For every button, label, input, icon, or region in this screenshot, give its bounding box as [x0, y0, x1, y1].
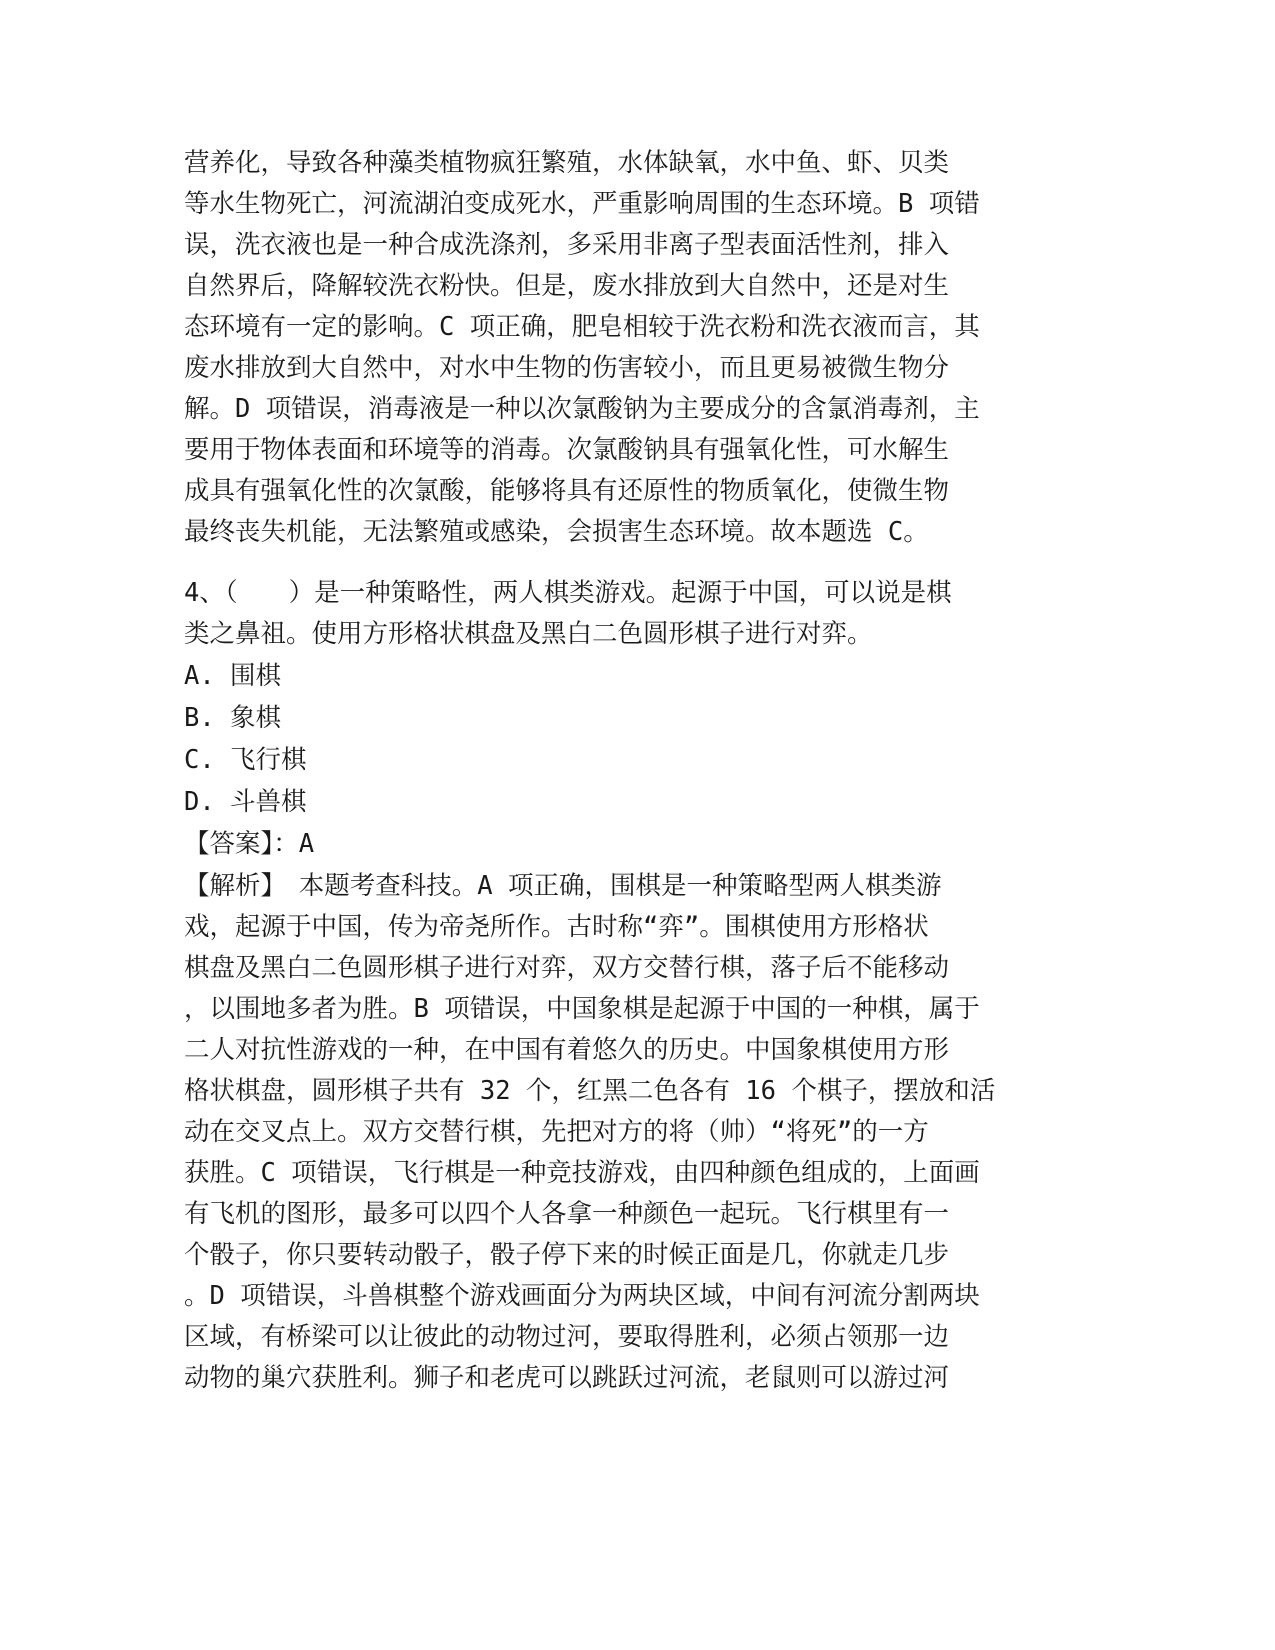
- question-stem-line: 类之鼻祖。使用方形格状棋盘及黑白二色圆形棋子进行对弈。: [184, 619, 873, 649]
- text-line: 成具有强氧化性的次氯酸，能够将具有还原性的物质氧化，使微生物: [184, 476, 950, 506]
- text-line: 解。D 项错误，消毒液是一种以次氯酸钠为主要成分的含氯消毒剂，主: [184, 394, 980, 424]
- analysis-line: 动在交叉点上。双方交替行棋，先把对方的将（帅）“将死”的一方: [184, 1117, 929, 1147]
- text-line: 最终丧失机能，无法繁殖或感染，会损害生态环境。故本题选 C。: [184, 517, 929, 547]
- analysis-line: 动物的巢穴获胜利。狮子和老虎可以跳跃过河流，老鼠则可以游过河: [184, 1363, 950, 1393]
- analysis-line: 棋盘及黑白二色圆形棋子进行对弈，双方交替行棋，落子后不能移动: [184, 953, 950, 983]
- text-line: 废水排放到大自然中，对水中生物的伤害较小，而且更易被微生物分: [184, 353, 950, 383]
- option-a: A. 围棋: [184, 661, 282, 691]
- analysis-line: 个骰子，你只要转动骰子，骰子停下来的时候正面是几，你就走几步: [184, 1240, 950, 1270]
- answer-line: 【答案】：A: [184, 829, 315, 859]
- text-line: 态环境有一定的影响。C 项正确，肥皂相较于洗衣粉和洗衣液而言，其: [184, 312, 980, 342]
- analysis-line: 。D 项错误，斗兽棋整个游戏画面分为两块区域，中间有河流分割两块: [184, 1281, 980, 1311]
- analysis-line: 有飞机的图形，最多可以四个人各拿一种颜色一起玩。飞行棋里有一: [184, 1199, 950, 1229]
- text-line: 等水生物死亡，河流湖泊变成死水，严重影响周围的生态环境。B 项错: [184, 189, 980, 219]
- text-line: 自然界后，降解较洗衣粉快。但是，废水排放到大自然中，还是对生: [184, 271, 950, 301]
- analysis-line: 区域，有桥梁可以让彼此的动物过河，要取得胜利，必须占领那一边: [184, 1322, 950, 1352]
- analysis-line: 二人对抗性游戏的一种，在中国有着悠久的历史。中国象棋使用方形: [184, 1035, 950, 1065]
- text-line: 要用于物体表面和环境等的消毒。次氯酸钠具有强氧化性，可水解生: [184, 435, 950, 465]
- option-d: D. 斗兽棋: [184, 787, 307, 817]
- analysis-line: 戏，起源于中国，传为帝尧所作。古时称“弈”。围棋使用方形格状: [184, 912, 929, 942]
- analysis-line: 格状棋盘，圆形棋子共有 32 个，红黑二色各有 16 个棋子，摆放和活: [184, 1076, 996, 1106]
- text-line: 营养化，导致各种藻类植物疯狂繁殖，水体缺氧，水中鱼、虾、贝类: [184, 148, 950, 178]
- option-c: C. 飞行棋: [184, 745, 307, 775]
- text-line: 误，洗衣液也是一种合成洗涤剂，多采用非离子型表面活性剂，排入: [184, 230, 950, 260]
- analysis-line: ，以围地多者为胜。B 项错误，中国象棋是起源于中国的一种棋，属于: [184, 994, 980, 1024]
- question-stem-line: 4、（ ）是一种策略性，两人棋类游戏。起源于中国，可以说是棋: [184, 578, 952, 608]
- option-b: B. 象棋: [184, 703, 282, 733]
- analysis-line: 获胜。C 项错误，飞行棋是一种竞技游戏，由四种颜色组成的，上面画: [184, 1158, 980, 1188]
- analysis-line: 【解析】 本题考查科技。A 项正确，围棋是一种策略型两人棋类游: [184, 871, 942, 901]
